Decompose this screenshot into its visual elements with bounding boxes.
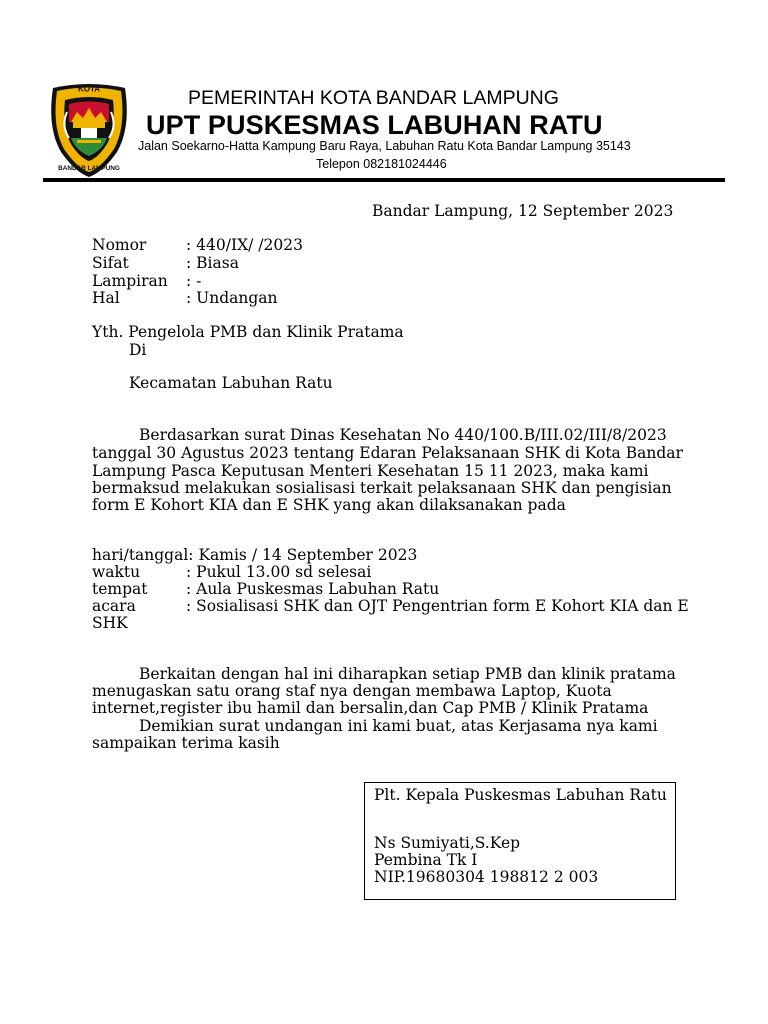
meta-label: Hal [92,289,120,307]
logo-text-top: KOTA [77,84,101,94]
closing-line: Berkaitan dengan hal ini diharapkan setiap PMB dan klinik pratama [139,665,676,683]
event-time-value: : Pukul 13.00 sd selesai [186,563,372,581]
event-day-date: hari/tanggal: Kamis / 14 September 2023 [92,546,418,564]
logo-text-bottom: BANDAR LAMPUNG [58,165,120,172]
meta-value: : - [186,272,202,290]
closing-line: sampaikan terima kasih [92,734,280,752]
meta-label: Lampiran [92,272,168,290]
place-date: Bandar Lampung, 12 September 2023 [372,202,674,220]
closing-line: menugaskan satu orang staf nya dengan membawa Laptop, Kuota [92,682,612,700]
body-line: Berdasarkan surat Dinas Kesehatan No 440/100.B/III.02/III/8/2023 [139,426,667,444]
event-place-value: : Aula Puskesmas Labuhan Ratu [186,580,440,598]
addressee-di: Di [129,341,147,359]
event-agenda-label: acara [92,597,136,615]
body-line: bermaksud melakukan sosialisasi terkait pelaksanaan SHK dan pengisian [92,479,672,497]
letterhead-divider [43,178,725,182]
closing-line: internet,register ibu hamil dan bersalin,dan Cap PMB / Klinik Pratama [92,699,649,717]
event-place-label: tempat [92,580,148,598]
body-line: form E Kohort KIA dan E SHK yang akan dilaksanakan pada [92,496,566,514]
meta-label: Sifat [92,254,129,272]
letterhead-address: Jalan Soekarno-Hatta Kampung Baru Raya, Labuhan Ratu Kota Bandar Lampung 35143 [138,139,631,153]
signature-nip: NIP.19680304 198812 2 003 [374,868,599,886]
signature-rank: Pembina Tk I [374,851,478,869]
meta-value: : 440/IX/ /2023 [186,236,303,254]
event-agenda-cont: SHK [92,614,128,632]
meta-label: Nomor [92,236,147,254]
addressee-to: Yth. Pengelola PMB dan Klinik Pratama [92,323,404,341]
letterhead-government: PEMERINTAH KOTA BANDAR LAMPUNG [188,87,559,109]
event-agenda-value: : Sosialisasi SHK dan OJT Pengentrian form E Kohort KIA dan E [186,597,689,615]
letterhead-institution: UPT PUSKESMAS LABUHAN RATU [146,110,603,140]
body-line: tanggal 30 Agustus 2023 tentang Edaran Pelaksanaan SHK di Kota Bandar [92,444,683,462]
city-emblem-logo [45,82,133,178]
signature-name: Ns Sumiyati,S.Kep [374,834,521,852]
signature-title: Plt. Kepala Puskesmas Labuhan Ratu [374,786,667,804]
closing-line: Demikian surat undangan ini kami buat, atas Kerjasama nya kami [139,717,658,735]
letterhead-phone: Telepon 082181024446 [316,157,447,171]
body-line: Lampung Pasca Keputusan Menteri Kesehatan 15 11 2023, maka kami [92,462,649,480]
event-time-label: waktu [92,563,141,581]
meta-value: : Undangan [186,289,278,307]
addressee-place: Kecamatan Labuhan Ratu [129,374,333,392]
meta-value: : Biasa [186,254,239,272]
